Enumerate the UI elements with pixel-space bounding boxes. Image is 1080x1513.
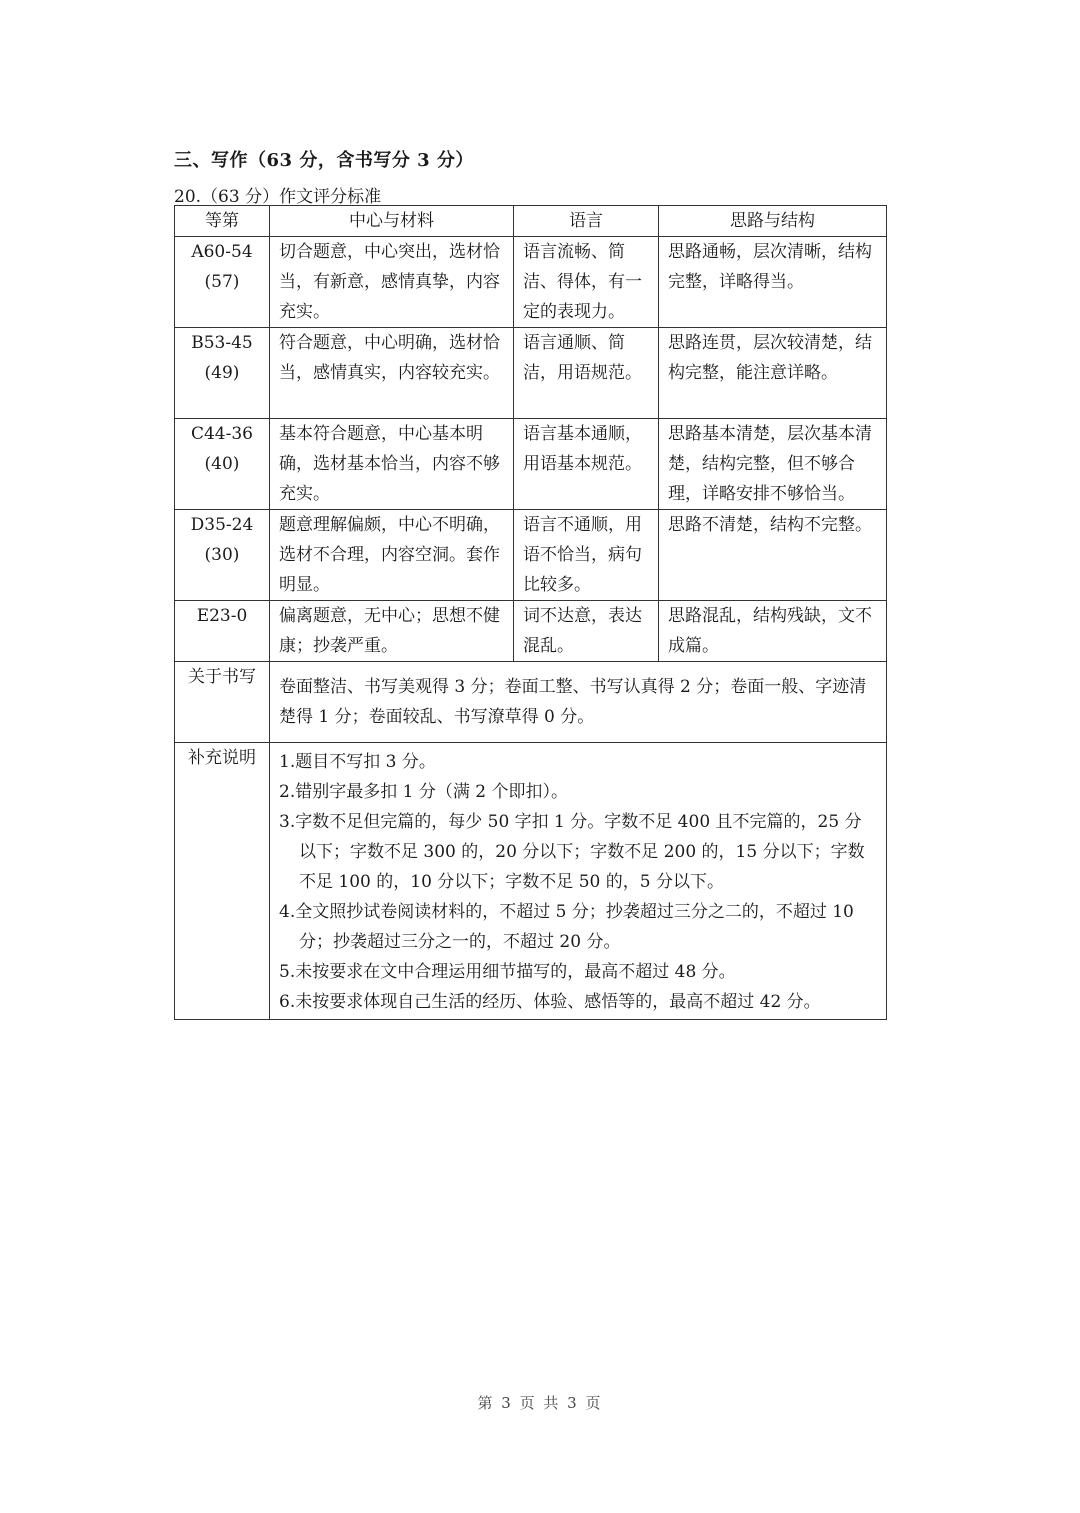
header-grade: 等第 bbox=[175, 206, 270, 237]
grade-cell bbox=[175, 601, 270, 662]
structure-cell: 思路混乱，结构残缺，文不成篇。 bbox=[659, 601, 887, 662]
grade-code: D35-24 bbox=[190, 515, 254, 535]
page-footer: 第 3 页 共 3 页 bbox=[477, 1394, 603, 1412]
content-cell: 偏离题意，无中心；思想不健康；抄袭严重。 bbox=[270, 601, 514, 662]
language-cell: 语言流畅、简洁、得体，有一定的表现力。 bbox=[514, 237, 659, 328]
supplement-list bbox=[279, 743, 877, 1019]
table-row bbox=[175, 419, 887, 510]
grade-cell bbox=[175, 510, 270, 601]
grade-cell bbox=[175, 419, 270, 510]
grade-cell bbox=[175, 237, 270, 328]
structure-cell: 思路通畅，层次清晰，结构完整，详略得当。 bbox=[659, 237, 887, 328]
grade-code: E23-0 bbox=[196, 606, 248, 626]
structure-cell: 思路不清楚，结构不完整。 bbox=[659, 510, 887, 601]
content-cell: 题意理解偏颇，中心不明确，选材不合理，内容空洞。套作明显。 bbox=[270, 510, 514, 601]
header-structure: 思路与结构 bbox=[659, 206, 887, 237]
content-cell: 基本符合题意，中心基本明确，选材基本恰当，内容不够充实。 bbox=[270, 419, 514, 510]
list-item: 4.全文照抄试卷阅读材料的，不超过 5 分；抄袭超过三分之二的，不超过 10 分；抄袭超过三分之一的，不超过 20 分。 bbox=[279, 902, 854, 952]
language-cell: 语言通顺、简洁，用语规范。 bbox=[514, 328, 659, 419]
handwriting-row bbox=[175, 662, 887, 743]
list-item: 2.错别字最多扣 1 分（满 2 个即扣）。 bbox=[279, 782, 568, 802]
table-row bbox=[175, 601, 887, 662]
supplement-cell bbox=[270, 743, 887, 1020]
grade-score: (49) bbox=[204, 363, 240, 383]
language-cell: 词不达意，表达混乱。 bbox=[514, 601, 659, 662]
supplement-row bbox=[175, 743, 887, 1020]
grade-score: (40) bbox=[204, 454, 240, 474]
grade-score: (30) bbox=[204, 545, 240, 565]
header-language: 语言 bbox=[514, 206, 659, 237]
list-item: 1.题目不写扣 3 分。 bbox=[279, 752, 436, 772]
grade-cell bbox=[175, 328, 270, 419]
rubric-table bbox=[174, 205, 887, 1020]
header-content: 中心与材料 bbox=[270, 206, 514, 237]
list-item: 5.未按要求在文中合理运用细节描写的，最高不超过 48 分。 bbox=[279, 962, 736, 982]
table-row bbox=[175, 328, 887, 419]
list-item: 6.未按要求体现自己生活的经历、体验、感悟等的，最高不超过 42 分。 bbox=[279, 992, 821, 1012]
grade-code: A60-54 bbox=[191, 242, 253, 262]
question-title: 20.（63 分）作文评分标准 bbox=[174, 187, 382, 207]
list-item: 3.字数不足但完篇的，每少 50 字扣 1 分。字数不足 400 且不完篇的，25 分以下；字数不足 300 的，20 分以下；字数不足 200 的，15 分以下；字数不足 100 的，10 分以下；字数不足 50 的，5 分以下。 bbox=[279, 812, 865, 892]
grade-code: B53-45 bbox=[191, 333, 253, 353]
content-cell: 切合题意，中心突出，选材恰当，有新意，感情真挚，内容充实。 bbox=[270, 237, 514, 328]
grade-code: C44-36 bbox=[190, 424, 253, 444]
content-cell: 符合题意，中心明确，选材恰当，感情真实，内容较充实。 bbox=[270, 328, 514, 419]
section-title: 三、写作（63 分，含书写分 3 分） bbox=[174, 150, 474, 171]
supplement-label: 补充说明 bbox=[175, 743, 270, 1020]
handwriting-label: 关于书写 bbox=[175, 662, 270, 743]
handwriting-text: 卷面整洁、书写美观得 3 分；卷面工整、书写认真得 2 分；卷面一般、字迹清楚得 1 分；卷面较乱、书写潦草得 0 分。 bbox=[270, 662, 887, 743]
table-row bbox=[175, 510, 887, 601]
structure-cell: 思路连贯，层次较清楚，结构完整，能注意详略。 bbox=[659, 328, 887, 419]
table-row bbox=[175, 237, 887, 328]
language-cell: 语言不通顺，用语不恰当，病句比较多。 bbox=[514, 510, 659, 601]
language-cell: 语言基本通顺，用语基本规范。 bbox=[514, 419, 659, 510]
table-header-row bbox=[175, 206, 887, 237]
grade-score: (57) bbox=[204, 272, 240, 292]
structure-cell: 思路基本清楚，层次基本清楚，结构完整，但不够合理，详略安排不够恰当。 bbox=[659, 419, 887, 510]
